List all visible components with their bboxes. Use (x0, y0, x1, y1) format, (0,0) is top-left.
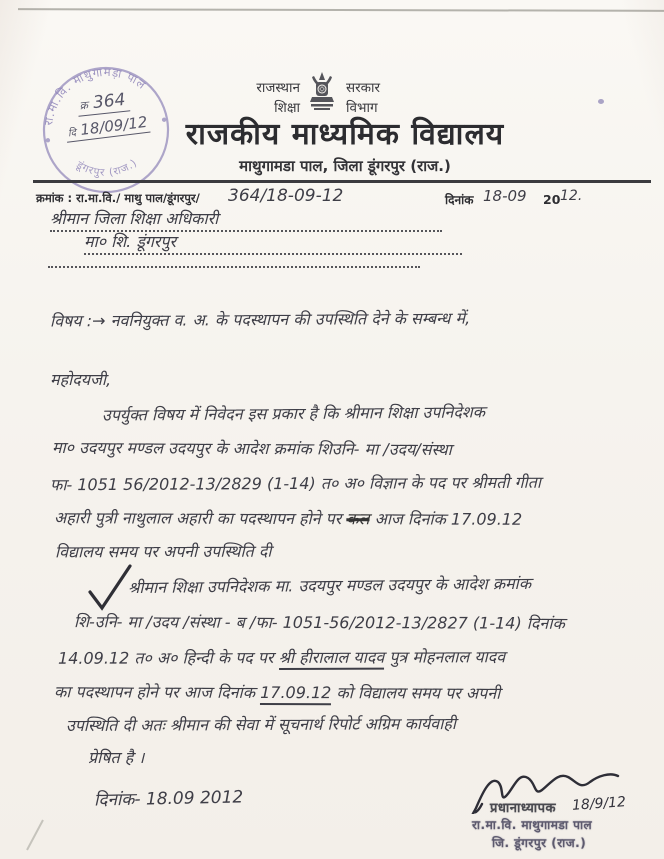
body-para1-line3: फा- 1051 56/2012-13/2829 (1-14) त० अ० विज्ञान के पद पर श्रीमती गीता (49, 472, 542, 495)
body-para2-line3 (58, 645, 505, 669)
body-para1-line4 (54, 506, 522, 530)
underlined-teacher-name: श्री हीरालाल यादव (279, 648, 385, 670)
stamp-ring-bottom-text: डूंगरपुर (राज.) (74, 156, 140, 179)
para2-line3-pre: 14.09.12 त० अ० हिन्दी के पद पर (57, 648, 279, 668)
scan-edge-line (18, 8, 664, 12)
struck-out-word: कल (346, 509, 370, 529)
closing-date: दिनांक- 18.09 2012 (93, 787, 244, 811)
reference-number-handwritten: 364/18-09-12 (228, 186, 344, 206)
pencil-mark (26, 820, 44, 851)
body-para2-line5: उपस्थिति दी अतः श्रीमान की सेवा में सूचनार्थ रिपोर्ट अग्रिम कार्यवाही (65, 713, 457, 736)
ink-smudge (598, 99, 604, 104)
para2-line3-post: पुत्र मोहनलाल यादव (384, 647, 506, 667)
body-para2-line2: शि-उनि- मा /उदय /संस्था - ब /फा- 1051-56/2012-13/2827 (1-14) दिनांक (73, 612, 565, 633)
gov-left-line1: राजस्थान (256, 80, 300, 96)
body-para1-line5: विद्यालय समय पर अपनी उपस्थिति दी (54, 541, 272, 562)
date-label: दिनांक (445, 193, 474, 207)
signature-stamp-school-line: रा.मा.वि. माथुगामडा पाल (472, 818, 593, 832)
addressee-line1: श्रीमान जिला शिक्षा अधिकारी (50, 207, 442, 232)
subject-text: नवनियुक्त व. अ. के पदस्थापन की उपस्थिति देने के सम्बन्ध में, (110, 308, 471, 331)
para2-line4-pre: का पदस्थापन होने पर आज दिनांक (53, 682, 261, 702)
addressee-blank-line (48, 258, 420, 268)
year-handwritten: 12. (560, 188, 583, 204)
body-para2-line6: प्रेषित है । (88, 748, 145, 767)
subject-label: विषय :→ (49, 311, 106, 331)
body-para2-line4 (54, 680, 500, 704)
headmaster-designation-stamp: प्रधानाध्यापक (490, 801, 557, 816)
reference-number-label: क्रमांक : रा.मा.वि./ माथु पाल/डूंगरपुर/ (36, 191, 200, 205)
school-name-title: राजकीय माध्यमिक विद्यालय (185, 117, 505, 152)
signature-date-handwritten: 18/9/12 (571, 794, 627, 814)
addressee-line2: मा० शि. डूंगरपुर (84, 230, 462, 255)
para1-line4-pre: अहारी पुत्री नाथुलाल अहारी का पदस्थापन होने पर (53, 508, 347, 529)
para2-line4-post: को विद्यालय समय पर अपनी (331, 683, 501, 703)
underlined-date: 17.09.12 (260, 683, 331, 705)
signature-stamp-district-line: जि. डूंगरपुर (राज.) (492, 836, 587, 850)
body-para1-line1: उपर्युक्त विषय में निवेदन इस प्रकार है कि श्रीमान शिक्षा उपनिदेशक (101, 402, 486, 425)
stamp-date-label: दि (67, 127, 77, 140)
school-address: माथुगामडा पाल, जिला डूंगरपुर (राज.) (239, 157, 451, 175)
gov-right-line1: सरकार (346, 80, 381, 96)
body-para1-line2: मा० उदयपुर मण्डल उदयपुर के आदेश क्रमांक शिउनि- मा /उदय/संस्था (51, 437, 452, 460)
para1-line4-post: आज दिनांक 17.09.12 (369, 509, 523, 529)
stamp-serial-value: 364 (92, 89, 127, 114)
subject-line (50, 307, 470, 332)
date-handwritten: 18-09 (483, 187, 527, 205)
stamp-serial-label: क्र (78, 98, 89, 113)
year-printed: 20 (543, 192, 561, 207)
gov-left-line2: शिक्षा (274, 100, 300, 116)
letterhead-divider (33, 180, 651, 183)
stamp-date-value: 18/09/12 (79, 112, 149, 139)
gov-right-line2: विभाग (346, 100, 378, 116)
body-para2-line1: श्रीमान शिक्षा उपनिदेशक मा. उदयपुर मण्डल उदयपुर के आदेश क्रमांक (127, 573, 532, 598)
salutation: महोदयजी, (50, 370, 112, 389)
stamp-ring-top-text: रा.मा.वि. माथुगामड़ा पाल (41, 64, 150, 127)
